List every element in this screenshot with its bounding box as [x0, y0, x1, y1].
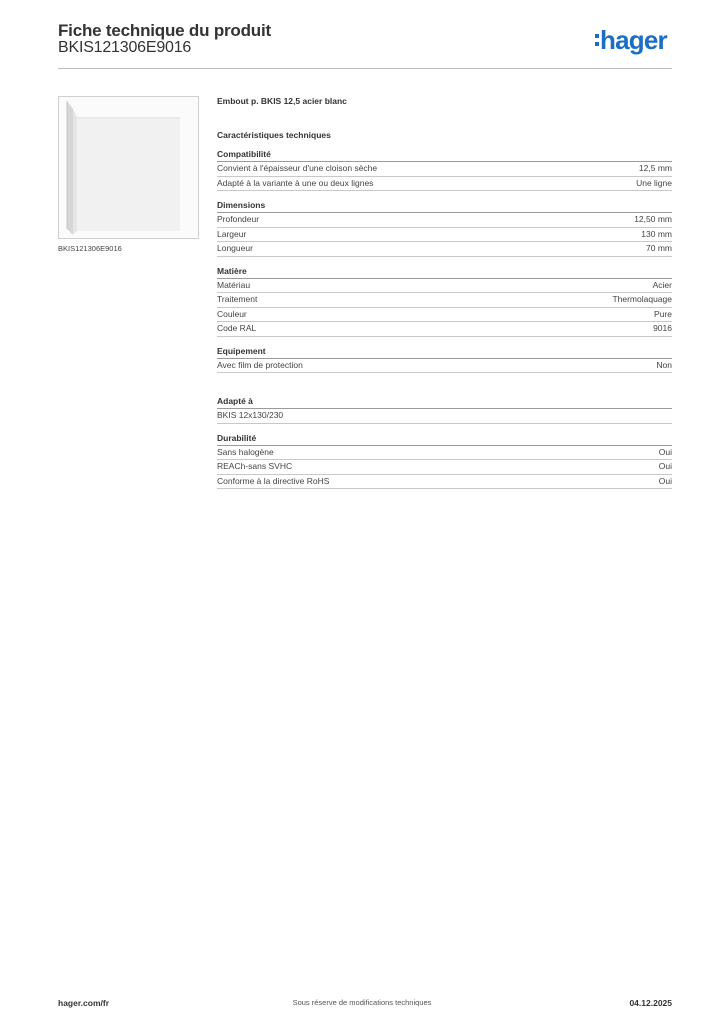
group-title: Dimensions — [217, 191, 672, 213]
spec-group-dimensions — [217, 191, 672, 257]
group-title: Compatibilité — [217, 144, 672, 162]
spec-value: Non — [656, 359, 672, 370]
spec-label: Matériau — [217, 279, 251, 290]
end-cap-illustration — [59, 97, 199, 239]
group-title: Adapté à — [217, 373, 672, 409]
spec-row — [217, 359, 672, 374]
spec-value: 70 mm — [646, 243, 672, 253]
document-title: Fiche technique du produit — [58, 21, 271, 40]
spec-group-equipement — [217, 337, 672, 374]
logo-dots-icon — [595, 34, 599, 46]
spec-value: 12,50 mm — [634, 214, 672, 224]
spec-row — [217, 446, 672, 461]
product-reference: BKIS121306E9016 — [58, 39, 192, 56]
spec-label: Adapté à la variante à une ou deux lignes — [217, 177, 374, 188]
spec-row — [217, 409, 672, 424]
spec-row — [217, 242, 672, 257]
image-caption: BKIS121306E9016 — [58, 244, 122, 253]
hager-logo — [595, 27, 667, 55]
footer-disclaimer: Sous réserve de modifications techniques — [292, 998, 432, 1007]
spec-row — [217, 279, 672, 294]
spec-value: Pure — [654, 308, 672, 319]
spec-row — [217, 308, 672, 323]
spec-group-compatibilite — [217, 144, 672, 191]
header-divider — [58, 68, 672, 69]
spec-label: Code RAL — [217, 323, 257, 333]
spec-label: BKIS 12x130/230 — [217, 410, 284, 420]
footer-date: 04.12.2025 — [629, 998, 672, 1008]
product-name: Embout p. BKIS 12,5 acier blanc — [217, 96, 347, 106]
group-title: Equipement — [217, 337, 672, 359]
spec-row — [217, 213, 672, 228]
spec-value: 12,5 mm — [638, 163, 672, 173]
spec-label: Largeur — [217, 228, 247, 239]
group-title: Matière — [217, 257, 672, 279]
spec-label: Profondeur — [217, 214, 260, 224]
section-title: Caractéristiques techniques — [217, 130, 331, 140]
spec-label: Traitement — [217, 294, 258, 304]
spec-value: 9016 — [653, 323, 672, 333]
spec-label: Avec film de protection — [217, 359, 303, 370]
spec-label: REACh-sans SVHC — [217, 461, 293, 471]
spec-row — [217, 162, 672, 177]
spec-value: Acier — [652, 279, 672, 290]
spec-row — [217, 293, 672, 308]
spec-row — [217, 475, 672, 490]
group-title: Durabilité — [217, 424, 672, 446]
spec-value: Oui — [658, 475, 672, 486]
spec-group-durabilite — [217, 424, 672, 490]
spec-group-matiere — [217, 257, 672, 337]
spec-group-adapte — [217, 373, 672, 424]
spec-value: Oui — [658, 446, 672, 457]
spec-label: Conforme à la directive RoHS — [217, 475, 330, 486]
spec-row — [217, 228, 672, 243]
spec-value: 130 mm — [641, 228, 672, 239]
product-image — [58, 96, 199, 239]
spec-label: Longueur — [217, 243, 253, 253]
spec-row — [217, 322, 672, 337]
spec-row — [217, 177, 672, 192]
spec-label: Couleur — [217, 308, 247, 319]
footer-website-link[interactable]: hager.com/fr — [58, 998, 110, 1008]
spec-row — [217, 460, 672, 475]
spec-value: Oui — [658, 461, 672, 471]
logo-text: hager — [600, 25, 667, 55]
spec-label: Convient à l'épaisseur d'une cloison sèche — [217, 163, 378, 173]
spec-value: Thermolaquage — [612, 294, 672, 304]
spec-value: Une ligne — [636, 177, 672, 188]
spec-label: Sans halogène — [217, 446, 274, 457]
specs-panel — [217, 96, 672, 489]
